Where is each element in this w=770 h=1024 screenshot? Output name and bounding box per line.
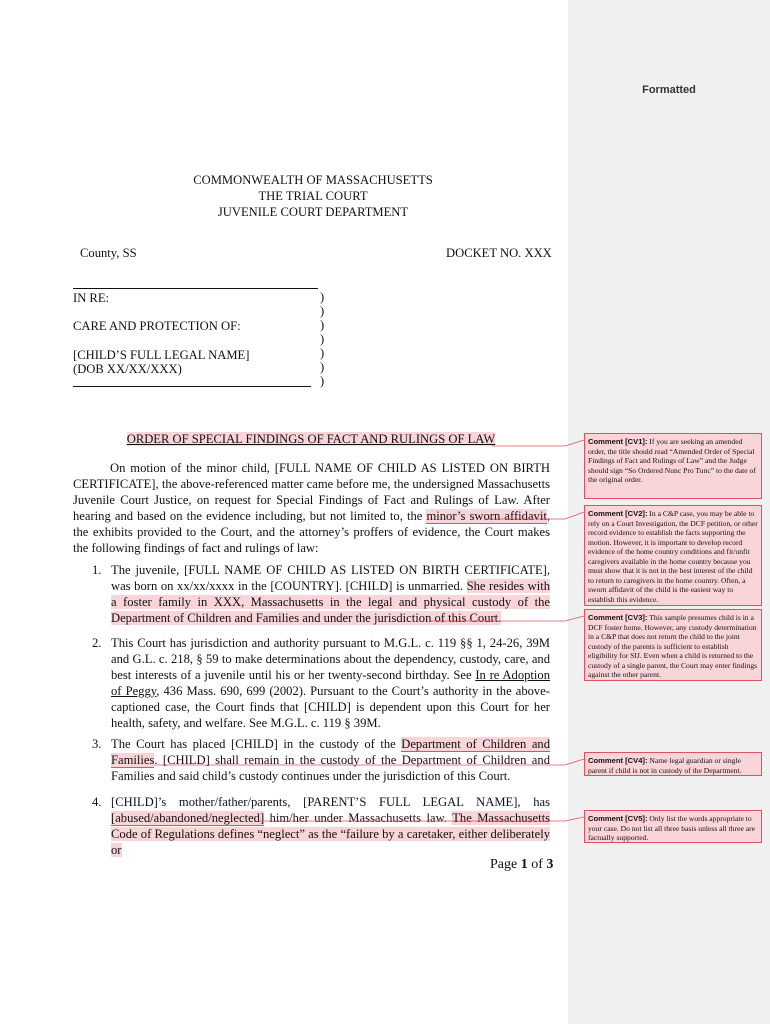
finding-1-highlight: She resides with a foster family in XXX, Massachusetts in the legal and physical custody of the Department of Children and Families and under the jurisdiction of this Court. <box>111 579 550 625</box>
margin-formatted-label: Formatted <box>642 84 696 96</box>
caption-in-re: IN RE: <box>73 291 110 305</box>
finding-number: 1. <box>92 563 102 577</box>
comment-cv3[interactable] <box>584 609 762 681</box>
caption-paren: ) <box>320 318 325 332</box>
caption-paren: ) <box>320 346 325 360</box>
comment-label: Comment [CV2]: <box>588 509 648 518</box>
comment-text: In a C&P case, you may be able to rely on a Court Investigation, the DCF petition, or other record evidence to establish the facts supporting the motion. However, it is important to develop record evidence of the home country conditions and fit/unfit caregivers available in the home country because you must show that it is not in the best interest of the child to return to caregivers in the home country. Often, a sworn affidavit of the child is the easiest way to establish this evidence. <box>588 509 758 604</box>
caption-paren: ) <box>320 290 325 304</box>
caption-bottom-rule <box>73 386 311 387</box>
finding-4 <box>111 794 550 858</box>
caption-care-protection: CARE AND PROTECTION OF: <box>73 319 241 333</box>
comment-label: Comment [CV3]: <box>588 613 648 622</box>
caption-paren: ) <box>320 374 325 388</box>
intro-text-1: On motion of the minor child, [FULL NAME OF CHILD AS LISTED ON BIRTH CERTIFICATE], the above-referenced matter came before me, the undersigned Massachusetts Juvenile Court Justice, on request for Special Findings of Fact and Rulings of Law. After hearing and based on the evidence including, but not limited to, the <box>73 461 550 523</box>
comment-label: Comment [CV4]: <box>588 756 648 765</box>
finding-4-text-1: [CHILD]’s mother/father/parents, [PARENT’S FULL LEGAL NAME], has <box>111 795 550 809</box>
finding-1-text: The juvenile, [FULL NAME OF CHILD AS LISTED ON BIRTH CERTIFICATE], was born on xx/xx/xxxx in the [COUNTRY]. [CHILD] is unmarried. <box>111 563 550 593</box>
caption-child-name: [CHILD’S FULL LEGAL NAME] <box>73 348 250 362</box>
comment-text: Name legal guardian or single parent if child is not in custody of the Department. <box>588 756 742 775</box>
caption-parens <box>320 290 324 388</box>
page-footer <box>490 857 553 873</box>
finding-3 <box>111 736 550 784</box>
finding-number: 2. <box>92 636 102 650</box>
page-total: 3 <box>546 857 554 872</box>
header-line-1: COMMONWEALTH OF MASSACHUSETTS <box>193 173 433 187</box>
finding-3-highlight: Department of Children and Families <box>111 737 551 767</box>
intro-text-2: , the exhibits provided to the Court, and the attorney’s proffers of evidence, the Court makes the following findings of fact and rulings of law: <box>73 509 550 555</box>
comment-text: If you are seeking an amended order, the title should read “Amended Order of Special Findings of Fact and Rulings of Law” and the Judge should sign “So Ordered Nunc Pro Tunc” to the date of the original order. <box>588 437 756 484</box>
caption-paren: ) <box>320 332 325 346</box>
finding-2-text-2: , 436 Mass. 690, 699 (2002). Pursuant to the Court’s authority in the above-captioned case, the Court finds that [CHILD] is dependent upon this Court for her health, safety, and welfare. See M.G.L. c. 119 § 39M. <box>111 684 550 730</box>
caption-paren: ) <box>320 304 325 318</box>
finding-3-text-2: . [CHILD] shall remain in the custody of the Department of Children and Families and said child’s custody continues under the jurisdiction of this Court. <box>111 753 550 783</box>
finding-2-text-1: This Court has jurisdiction and authority pursuant to M.G.L. c. 119 §§ 1, 24-26, 39M and G.L. c. 218, § 59 to make determinations about the dependency, custody, care, and best interests of a juvenile until his or her twenty-second birthday. See <box>111 636 550 682</box>
header-line-3: JUVENILE COURT DEPARTMENT <box>217 205 409 219</box>
comment-cv4[interactable] <box>584 752 762 776</box>
finding-3-text-1: The Court has placed [CHILD] in the custody of the <box>111 737 402 751</box>
of-word: of <box>527 857 547 872</box>
order-title <box>60 431 562 447</box>
finding-2 <box>111 635 550 731</box>
caption-dob: (DOB XX/XX/XXX) <box>73 362 182 376</box>
finding-2-case-citation: In re Adoption of Peggy <box>111 668 551 698</box>
court-header <box>0 172 626 220</box>
comment-text: Only list the words appropriate to your case. Do not list all three basis unless all three are factually supported. <box>588 814 756 842</box>
intro-highlight-affidavit: minor’s sworn affidavit <box>426 509 547 523</box>
page-word: Page <box>490 857 521 872</box>
caption-top-rule <box>73 288 318 289</box>
finding-number: 3. <box>92 737 102 751</box>
county-label: County, SS <box>80 246 137 260</box>
comment-cv1[interactable] <box>584 433 762 499</box>
finding-number: 4. <box>92 795 102 809</box>
comment-cv5[interactable] <box>584 810 762 843</box>
header-line-2: THE TRIAL COURT <box>258 189 368 203</box>
finding-4-text-2: him/her under Massachusetts law. <box>264 811 453 825</box>
intro-paragraph <box>73 460 550 556</box>
finding-4-highlight: [abused/abandoned/neglected] <box>111 811 265 825</box>
comment-label: Comment [CV1]: <box>588 437 648 446</box>
comment-cv2[interactable] <box>584 505 762 606</box>
finding-4-highlight-2: The Massachusetts Code of Regulations defines “neglect” as the “failure by a caretaker, either deliberately or <box>111 811 550 857</box>
comment-label: Comment [CV5]: <box>588 814 648 823</box>
finding-1 <box>111 562 550 626</box>
docket-number: DOCKET NO. XXX <box>446 246 552 260</box>
comment-text: This sample presumes child is in a DCF foster home. However, any custody determination in a C&P that does not return the child to the joint custody of the parents is sufficient to establish eligibility for SIJ. Even when a child is returned to the custody of a single parent, the Court may enter findings against the other parent. <box>588 613 758 679</box>
order-title-text: ORDER OF SPECIAL FINDINGS OF FACT AND RULINGS OF LAW <box>126 432 496 446</box>
page-number: 1 <box>520 857 528 872</box>
caption-paren: ) <box>320 360 325 374</box>
